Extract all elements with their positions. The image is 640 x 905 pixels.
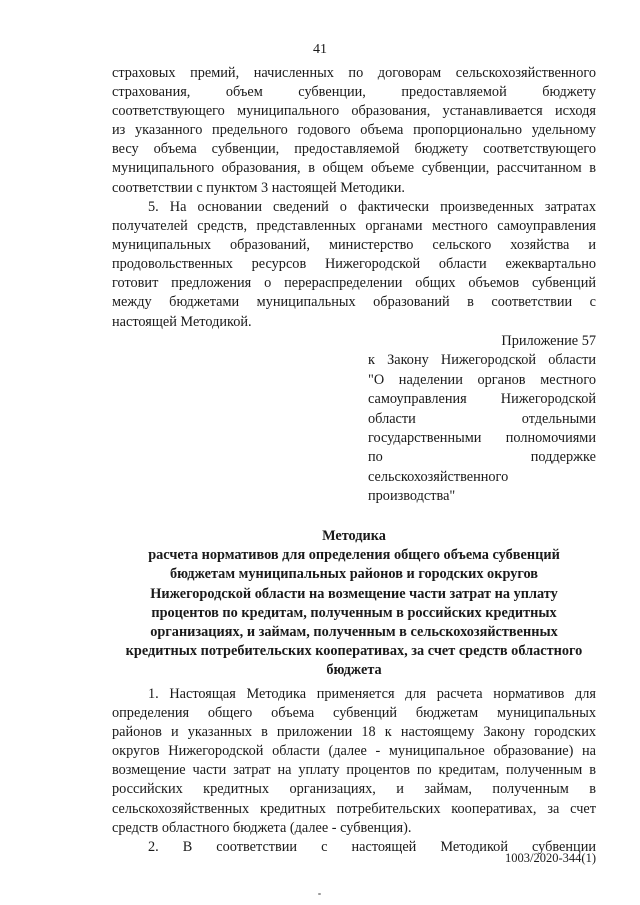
text-line: средств областного бюджета (далее - субвенция). [112,819,412,836]
appendix-line: к Закону Нижегородской области [368,352,596,369]
text-line: настоящей Методикой. [112,313,252,330]
title-line: кредитных потребительских кооперативах, за счет средств областного [125,643,583,660]
text-line: соответствующего муниципального образования, устанавливается исходя [112,103,596,120]
methodology-heading: Методика [322,528,386,544]
text-line: районов и указанных в приложении 18 к настоящему Закону городских [112,724,596,741]
appendix-line: производства" [368,488,456,505]
title-line: Нижегородской области на возмещение части затрат на уплату [150,585,558,602]
text-line: весу объема субвенции, предоставляемой бюджету соответствующего [112,141,596,158]
methodology-title [112,527,596,681]
text-line: из указанного предельного годового объема пропорционально удельному [112,122,596,139]
text-line: 5. На основании сведений о фактически произведенных затратах [148,199,596,215]
text-line: российских кредитных организациях, и займам, полученным в [112,781,596,798]
appendix-line: по поддержке [368,449,596,466]
appendix-line: сельскохозяйственного [368,468,509,485]
text-line: муниципальных образований, министерство сельского хозяйства и [112,237,596,254]
text-line: округов Нижегородской области (далее - муниципальное образование) на [112,743,596,760]
title-line: бюджетам муниципальных районов и городских округов [169,566,539,583]
appendix-title: Приложение 57 [501,333,596,349]
appendix-reference [368,332,596,507]
text-line: 1. Настоящая Методика применяется для расчета нормативов для [148,686,596,702]
appendix-line: государственными полномочиями [368,429,596,446]
title-line: расчета нормативов для определения общего объема субвенций [148,547,560,564]
text-line: сельскохозяйственных кредитных потребительских кооперативах, за счет [112,800,596,817]
text-line: получателей средств, представленных органами местного самоуправления [112,218,596,235]
title-line: организациях, и займам, полученным в сельскохозяйственных [150,623,558,640]
document-code: 1003/2020-344(1) [505,851,596,865]
text-line: готовит предложения о перераспределении общих объемов субвенций [112,275,596,292]
top-paragraph [112,64,596,198]
scan-speck [318,893,321,895]
title-line: бюджета [326,662,382,679]
appendix-line: "О наделении органов местного [368,371,596,388]
text-line: 2. В соответствии с настоящей Методикой субвенции [148,839,596,855]
text-line: определения общего объема субвенций бюджетам муниципальных [112,705,596,722]
text-line: продовольственных ресурсов Нижегородской области ежеквартально [112,256,596,273]
paragraph-1 [112,685,596,838]
appendix-line: области отдельными [368,410,596,427]
page-number: 41 [313,42,327,57]
appendix-line: самоуправления Нижегородской [368,391,596,408]
text-line: страховых премий, начисленных по договорам сельскохозяйственного [112,65,596,81]
title-line: процентов по кредитам, полученным в российских кредитных [151,604,557,621]
text-line: страхования, объем субвенции, предоставляемой бюджету [112,84,596,101]
text-line: между бюджетами муниципальных образований в соответствии с [112,294,596,311]
paragraph-5 [112,198,596,332]
text-line: возмещение части затрат на уплату процентов по кредитам, полученным в [112,762,596,779]
text-line: соответствии с пунктом 3 настоящей Методики. [112,179,405,196]
text-line: муниципального образования, в общем объеме субвенции, рассчитанном в [112,160,596,177]
